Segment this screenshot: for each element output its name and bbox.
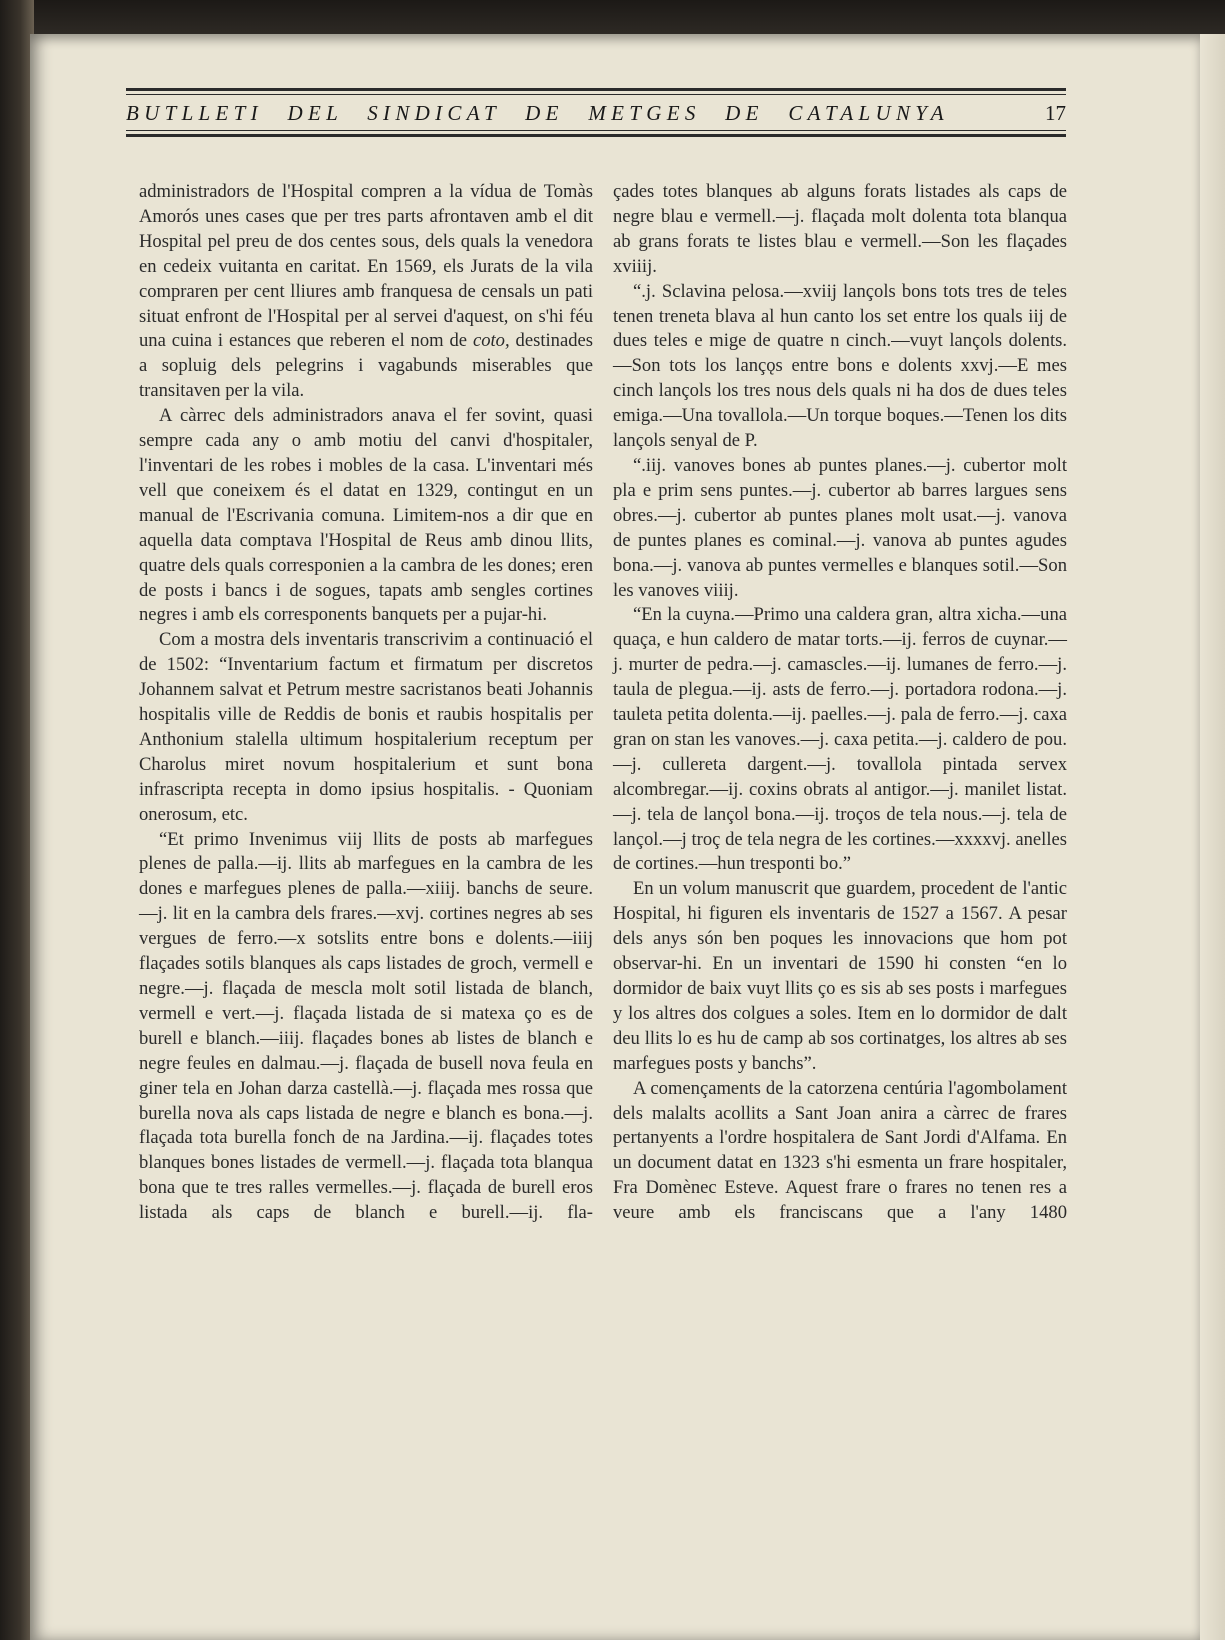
header-rule-thick-bottom (126, 134, 1066, 137)
left-column (139, 180, 593, 1226)
scan-border-left (0, 0, 34, 1640)
journal-title: BUTLLETI DEL SINDICAT DE METGES DE CATALUNYA (126, 101, 949, 125)
paragraph: “Et primo Invenimus viij llits de posts ab marfegues plenes de palla.—ij. llits ab marfegues en la cambra de les dones e marfegues plenes de palla.—xiiij. banchs de seure.—j. lit en la cambra dels frares.—xvj. cortines negres ab ses vergues de ferro.—x sotslits entre bons e dolents.—iiij flaçades sotils blanques als caps listades de groch, vermell e negre.—j. flaçada de mescla molt sotil listada de blanch, vermell e vert.—j. flaçada listada de si matexa ço es de burell e blanch.—iiij. flaçades bones ab listes de blanch e negre feules en dalmau.—j. flaçada de busell nova feula en giner tela en Johan darza castellà.—j. flaçada mes rossa que burella nova als caps listada de negre e blanch es bona.—j. flaçada tota burella fonch de na Jardina.—ij. flaçades totes blanques bones listades de vermell.—j. flaçada tota blanqua bona que te tres ralles vermelles.—j. flaçada de burell eros listada als caps de blanch e burell.—ij. fla- (139, 828, 593, 1224)
paragraph: çades totes blanques ab alguns forats listades als caps de negre blau e vermell.—j. flaçada molt dolenta tota blanqua ab grans forats te listes blau e vermell.—Son les flaçades xviiij. (613, 181, 1067, 277)
paragraph: A càrrec dels administradors anava el fer sovint, quasi sempre cada any o amb motiu del canvi d'hospitaler, l'inventari de les robes i mobles de la casa. L'inventari més vell que coneixem és el datat en 1329, contingut en un manual de l'Escrivania comuna. Limitem-nos a dir que en aquella data comptava l'Hospital de Reus amb dinou llits, quatre dels quals corresponien a la cambra de les dones; eren de posts i bancs i de sogues, tapats amb sengles cortines negres i amb els corresponents banquets per a pujar-hi. (139, 405, 593, 626)
paragraph: A començaments de la catorzena centúria l'agombolament dels malalts acollits a Sant Joan anira a càrrec de frares pertanyents a l'ordre hospitalera de Sant Jordi d'Alfama. En un document datat en 1323 s'hi esmenta un frare hospitaler, Fra Domènec Esteve. Aquest frare o frares no tenen res a veure amb els franciscans que a l'any 1480 (613, 1077, 1067, 1224)
paragraph-text: destinades a sopluig dels pelegrins i vagabunds miserables que transitaven per la vila. (139, 330, 593, 402)
paragraph: Com a mostra dels inventaris transcrivim a continuació el de 1502: “Inventarium factum et firmatum per discretos Johannem salvat et Petrum mestre sacristanos beati Johannis hospitalis ville de Reddis de bonis et raubis hospitalis per Anthonium stalella ultimum hospitalerium receptum per Charolus miret novum hospitalerium et sunt bona infrascripta recepta in domo ipsius hospitalis. - Quoniam onerosum, etc. (139, 629, 593, 825)
paragraph: “En la cuyna.—Primo una caldera gran, altra xicha.—una quaça, e hun caldero de matar torts.—ij. ferros de cuynar.—j. murter de pedra.—j. camascles.—ij. lumanes de ferro.—j. taula de plegua.—ij. asts de ferro.—j. portadora rodona.—j. tauleta petita dolenta.—ij. paelles.—j. pala de ferro.—j. caxa gran on stan les vanoves.—j. caxa petita.—j. caldero de pou.—j. cullereta dargent.—j. tovallola pintada servex alcombregar.—ij. coxins obrats al antigor.—j. manilet listat.—j. tela de lançol bona.—ij. troços de tela nous.—j. tela de lançol.—j troç de tela negra de les cortines.—xxxxvj. anelles de cortines.—hun tresponti bo.” (613, 604, 1067, 875)
paragraph (139, 180, 593, 404)
scan-border-top (0, 0, 1225, 34)
page-right-edge (1200, 34, 1225, 1640)
right-column (613, 180, 1067, 1226)
header-rule-thin-bottom (126, 130, 1066, 131)
italic-term: coto, (472, 330, 510, 352)
header-rule-thick-top (126, 88, 1066, 91)
page-number: 17 (1045, 101, 1066, 125)
paragraph: “.iij. vanoves bones ab puntes planes.—j. cubertor molt pla e prim sens puntes.—j. cubertor ab barres largues sens obres.—j. cubertor ab puntes planes molt usat.—j. vanova de puntes planes es cominal.—j. vanova ab puntes agudes bona.—j. vanova ab puntes vermelles e blanques sotil.—Son les vanoves viiij. (613, 454, 1067, 601)
paragraph-text: administradors de l'Hospital compren a la vídua de Tomàs Amorós unes cases que per tres parts afrontaven amb el dit Hospital pel preu de dos centes sous, dels quals la venedora en cedeix vuitanta en caritat. En 1569, els Jurats de la vila compraren per cent lliures amb franquesa de censals un pati situat enfront de l'Hospital per al servei d'aquest, on s'hi féu una cuina i estances que reberen el nom de (139, 181, 593, 352)
paragraph: “.j. Sclavina pelosa.—xviij lançols bons tots tres de teles tenen treneta blava al hun canto los set entre los quals iij de dues teles e mige de quatre n cinch.—vuyt lançols dolents.—Son tots los lançǫs entre bons e dolents xxvj.—E mes cinch lançols los tres nous dels quals ni ha dos de dues teles emiga.—Una tovallola.—Un torque boques.—Tenen los dits lançols senyal de P. (613, 280, 1067, 452)
running-header (126, 88, 1066, 137)
header-line (126, 95, 1066, 130)
paragraph: En un volum manuscrit que guardem, procedent de l'antic Hospital, hi figuren els inventaris de 1527 a 1567. A pesar dels anys són ben poques les innovacions que hom pot observar-hi. En un inventari de 1590 hi consten “en lo dormidor de baix vuyt llits ço es sis ab ses posts i marfegues y los altres dos colgues a soles. Item en lo dormidor de dalt deu llits lo es hu de camp ab sos cortinatges, los altres ab ses marfegues posts y banchs”. (613, 878, 1067, 1074)
